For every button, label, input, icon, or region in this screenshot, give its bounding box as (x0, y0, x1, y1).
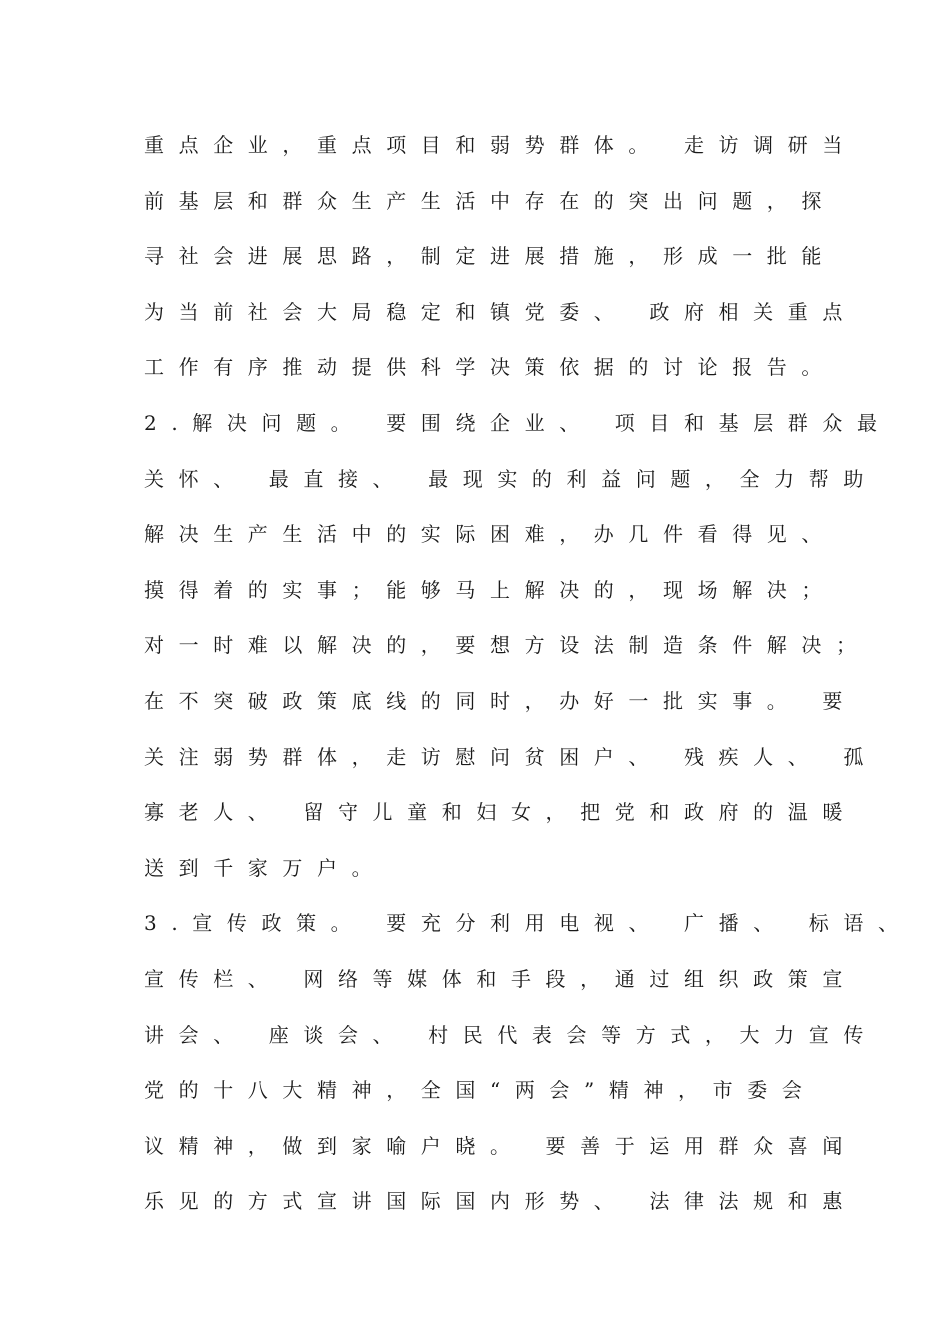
text-line: 3.宣传政策。 要充分利用电视、 广播、 标语、 (144, 911, 913, 936)
text-line: 乐见的方式宣讲国际国内形势、 法律法规和惠 (144, 1189, 857, 1214)
text-line: 宣传栏、 网络等媒体和手段，通过组织政策宣 (144, 966, 857, 991)
text-line: 讲会、 座谈会、 村民代表会等方式，大力宣传 (144, 1022, 878, 1047)
text-line: 在不突破政策底线的同时，办好一批实事。 要 (144, 688, 857, 713)
text-line: 工作有序推动提供科学决策依据的讨论报告。 (144, 355, 836, 380)
text-line: 议精神，做到家喻户晓。 要善于运用群众喜闻 (144, 1133, 857, 1158)
text-line: 重点企业，重点项目和弱势群体。 走访调研当 (144, 133, 857, 157)
text-line: 2.解决问题。 要围绕企业、 项目和基层群众最 (144, 410, 892, 435)
text-line: 为当前社会大局稳定和镇党委、 政府相关重点 (144, 299, 857, 324)
text-line: 送到千家万户。 (144, 855, 387, 880)
text-line: 党的十八大精神，全国“两会”精神，市委会 (144, 1078, 817, 1103)
document-body (144, 118, 913, 1230)
text-line: 寻社会进展思路，制定进展措施，形成一批能 (144, 244, 836, 269)
text-line: 关注弱势群体，走访慰问贫困户、 残疾人、 孤 (144, 744, 878, 769)
text-line: 摸得着的实事；能够马上解决的，现场解决； (144, 577, 836, 602)
text-line: 对一时难以解决的，要想方设法制造条件解决； (144, 633, 871, 658)
text-line: 寡老人、 留守儿童和妇女，把党和政府的温暖 (144, 800, 857, 825)
text-line: 前基层和群众生产生活中存在的突出问题，探 (144, 188, 836, 213)
text-line: 解决生产生活中的实际困难，办几件看得见、 (144, 522, 836, 547)
text-line: 关怀、 最直接、 最现实的利益问题，全力帮助 (144, 466, 878, 491)
